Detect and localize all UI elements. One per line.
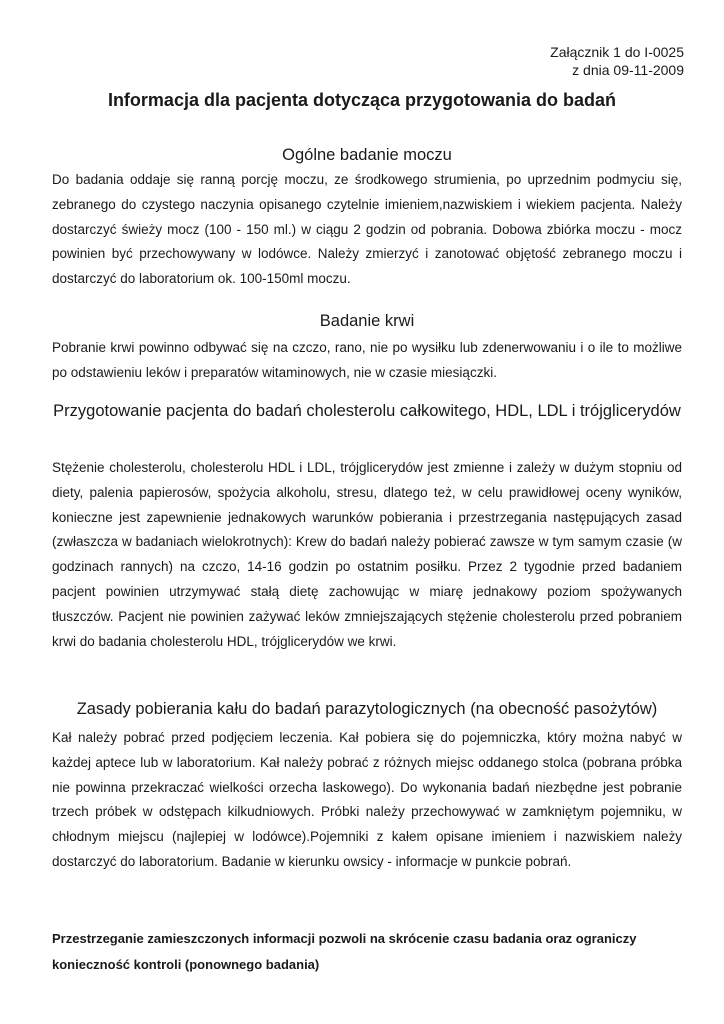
section-body-blood-test: Pobranie krwi powinno odbywać się na czczo, rano, nie po wysiłku lub zdenerwowaniu i o ile to możliwe po odstawieniu leków i preparatów witaminowych, nie w czasie miesiączki. [52,340,682,380]
section-heading-cholesterol-test: Przygotowanie pacjenta do badań cholesterolu całkowitego, HDL, LDL i trójglicerydów [53,402,681,420]
annex-reference [550,43,684,79]
section-body-stool-test: Kał należy pobrać przed podjęciem leczenia. Kał pobiera się do pojemniczka, który można nabyć w każdej aptece lub w laboratorium. Kał należy pobrać z różnych miejsc oddanego stolca (pobrana próbka nie powinna przekraczać wielkości orzecha laskowego). Do wykonania badań niezbędne jest pobranie trzech próbek w odstępach kilkudniowych. Próbki należy przechowywać w zamkniętym pojemniku, w chłodnym miejscu (najlepiej w lodówce).Pojemniki z kałem opisane imieniem i nazwiskiem należy dostarczyć do laboratorium. Badanie w kierunku owsicy - informacje w punkcie pobrań. [52,730,682,869]
section-body-cholesterol-test: Stężenie cholesterolu, cholesterolu HDL i LDL, trójglicerydów jest zmienne i zależy w dużym stopniu od diety, palenia papierosów, spożycia alkoholu, stresu, dlatego też, w celu prawidłowej oceny wyników, konieczne jest zapewnienie jednakowych warunków pobierania i przestrzegania następujących zasad (zwłaszcza w badaniach wielokrotnych): Krew do badań należy pobierać zawsze w tym samym czasie (w godzinach rannych) na czczo, 14-16 godzin po ostatnim posiłku. Przez 2 tygodnie przed badaniem pacjent powinien utrzymywać stałą dietę zachowując w miarę jednakowy poziom spożywanych tłuszczów. Pacjent nie powinien zażywać leków zmniejszających stężenie cholesterolu przed pobraniem krwi do badania cholesterolu HDL, trójglicerydów we krwi. [52,460,682,649]
section-heading-blood-test: Badanie krwi [319,312,415,330]
document-title: Informacja dla pacjenta dotycząca przygotowania do badań [107,90,617,110]
annex-number: Załącznik 1 do I-0025 [550,44,684,60]
annex-date: z dnia 09-11-2009 [572,62,684,78]
section-heading-urine-test: Ogólne badanie moczu [282,146,452,164]
closing-note: Przestrzeganie zamieszczonych informacji pozwoli na skrócenie czasu badania oraz ograniczy konieczność kontroli (ponownego badania) [52,931,637,972]
section-heading-stool-test: Zasady pobierania kału do badań parazytologicznych (na obecność pasożytów) [76,700,658,718]
section-body-urine-test: Do badania oddaje się ranną porcję moczu, ze środkowego strumienia, po uprzednim podmyciu się, zebranego do czystego naczynia opisanego czytelnie imieniem,nazwiskiem i wiekiem pacjenta. Należy dostarczyć świeży mocz (100 - 150 ml.) w ciągu 2 godzin od pobrania. Dobowa zbiórka moczu - mocz powinien być przechowywany w lodówce. Należy zmierzyć i zanotować objętość zebranego moczu i dostarczyć do laboratorium ok. 100-150ml moczu. [52,172,682,287]
